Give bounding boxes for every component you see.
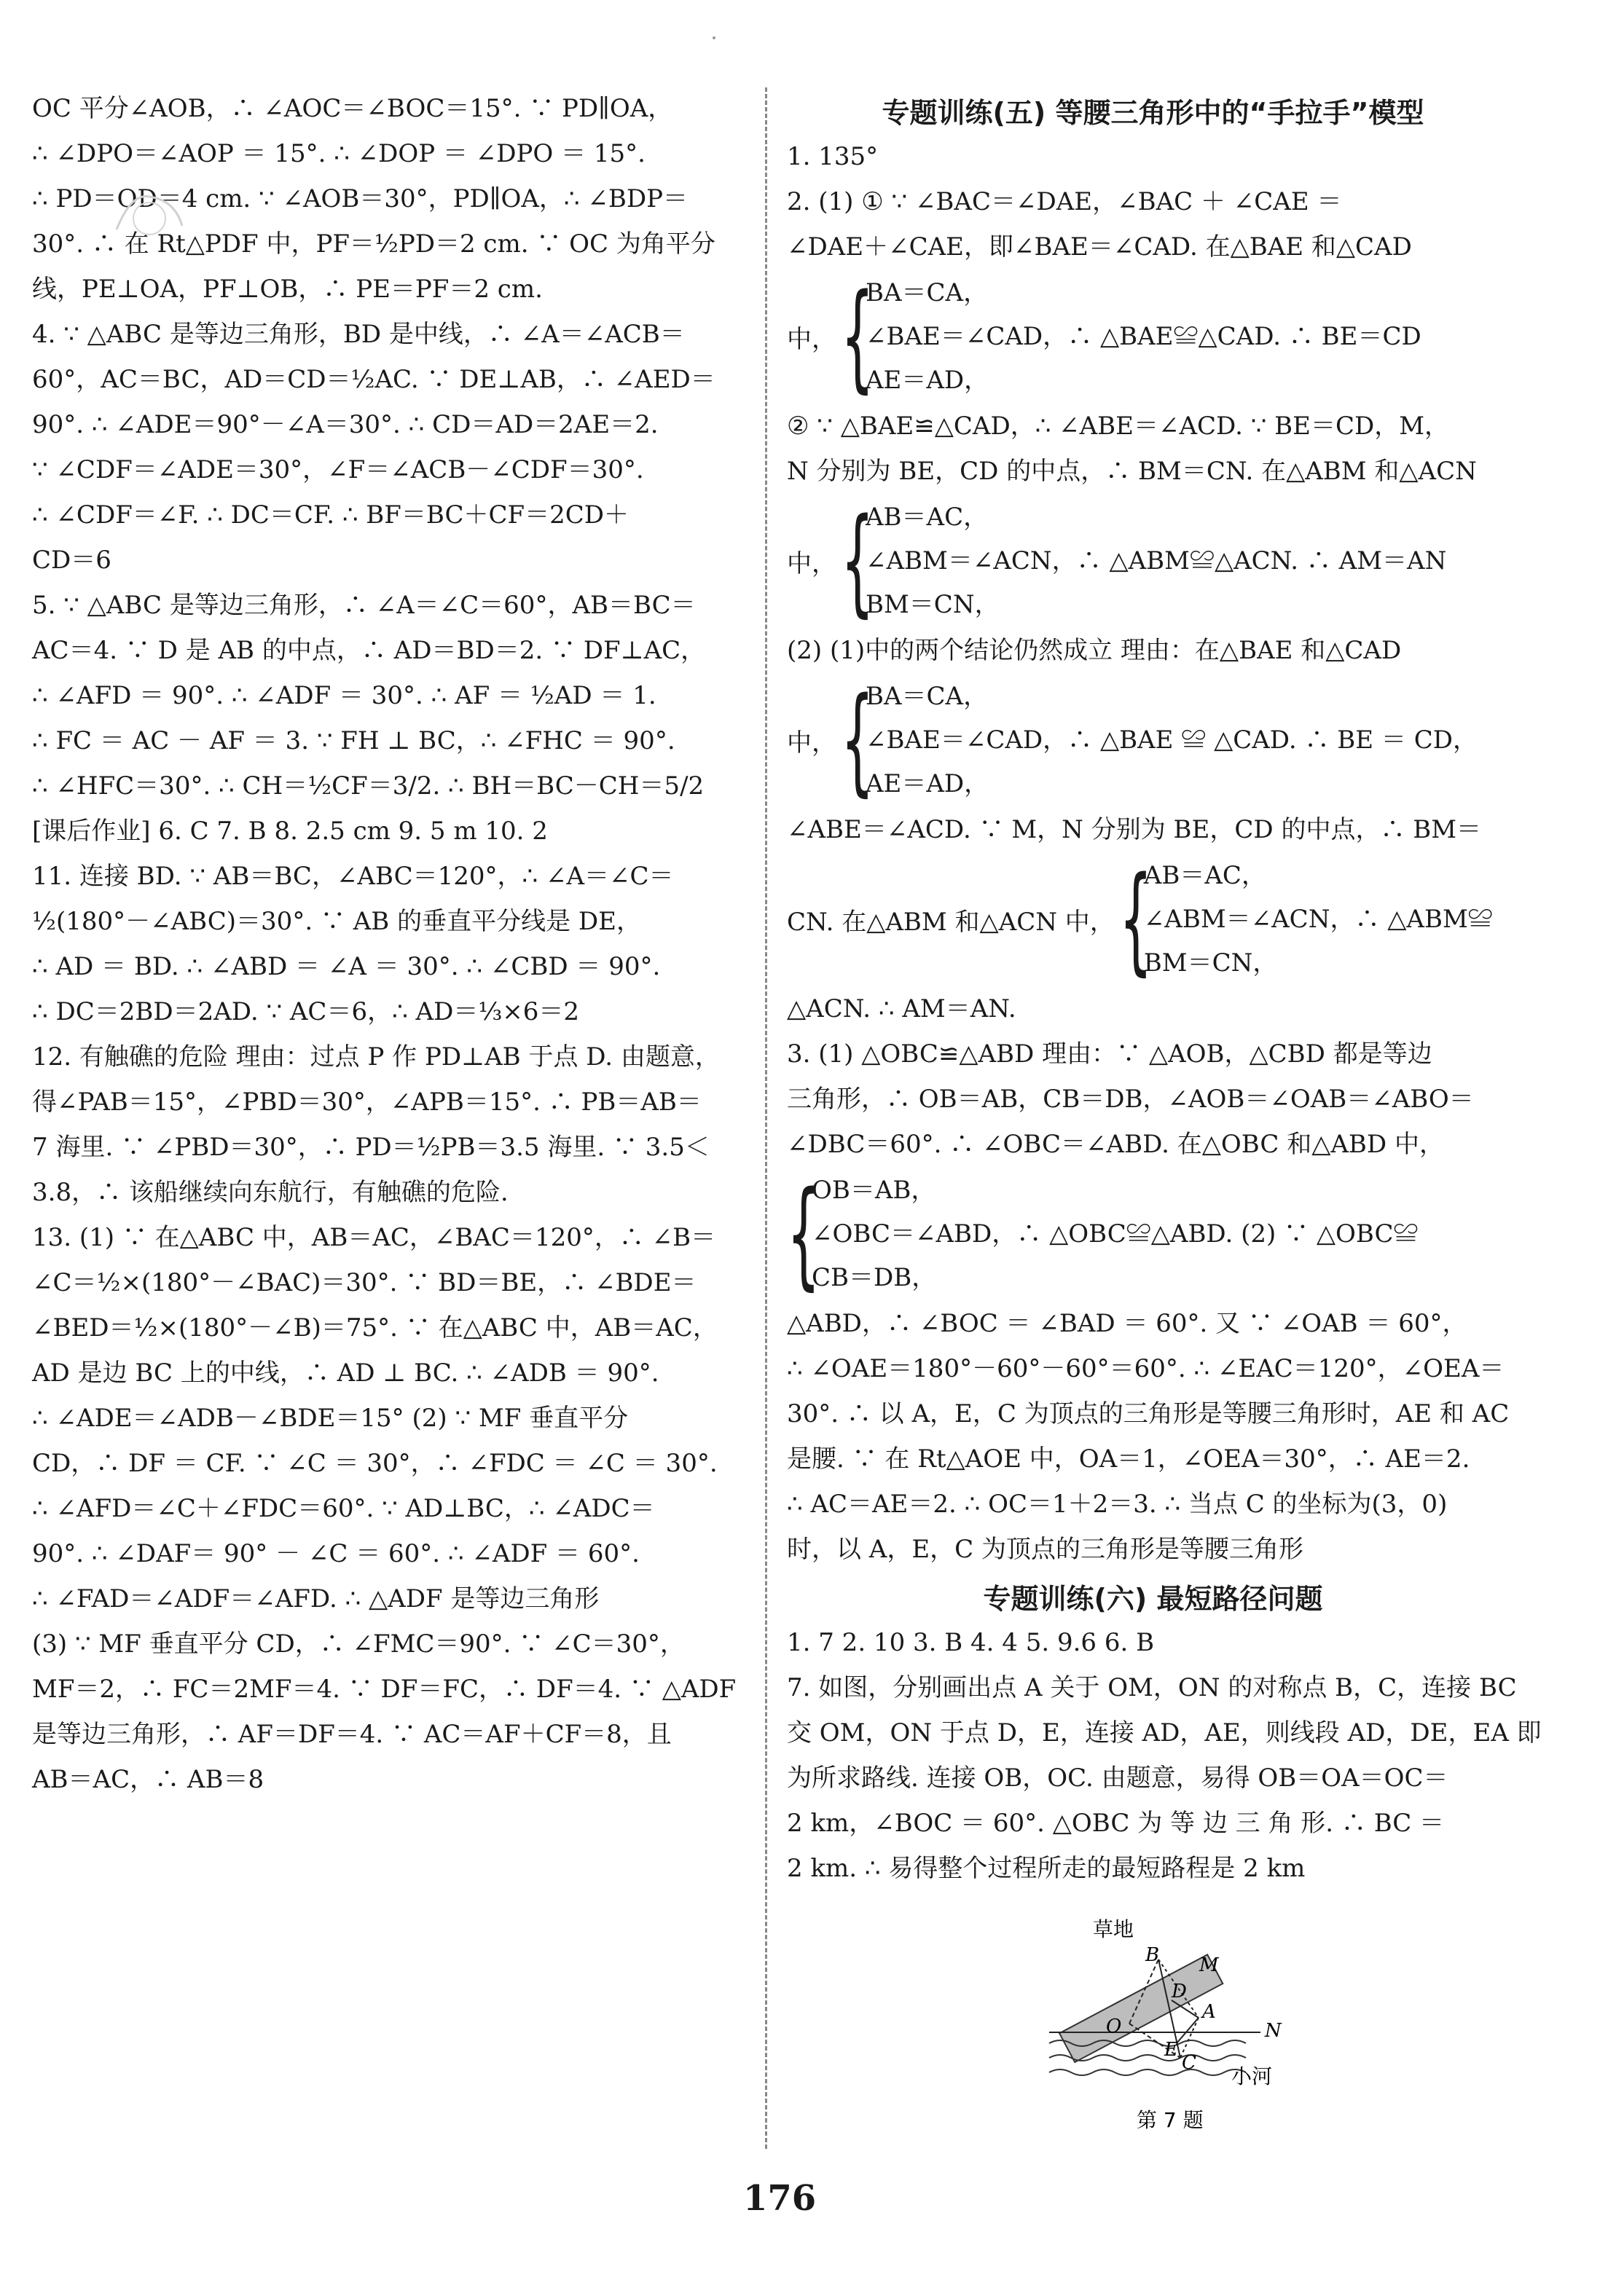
page-number: 176 — [743, 2178, 817, 2219]
brace-row: ∠ABM＝∠ACN，∴ △ABM≌△ACN. ∴ AM＝AN — [866, 546, 1447, 575]
section-heading-6: 专题训练(六) 最短路径问题 — [983, 1582, 1323, 1615]
answer-line: 90°. ∴ ∠DAF＝ 90° － ∠C ＝ 60°. ∴ ∠ADF ＝ 60°. — [32, 1539, 640, 1568]
watermark-stamp — [109, 186, 189, 244]
brace-lead: CN. 在△ABM 和△ACN 中， — [787, 907, 1115, 937]
answer-line: (2) (1)中的两个结论仍然成立 理由：在△BAE 和△CAD — [787, 636, 1402, 665]
brace-lead: 中， — [787, 549, 836, 578]
point-D: D — [1172, 1981, 1187, 2002]
point-N: N — [1265, 2020, 1282, 2042]
answer-line: ∴ ∠HFC＝30°. ∴ CH＝½CF＝3/2. ∴ BH＝BC－CH＝5/2 — [32, 771, 705, 801]
answer-line: [课后作业] 6. C 7. B 8. 2.5 cm 9. 5 m 10. 2 — [32, 817, 548, 846]
brace-icon: { — [1118, 851, 1153, 987]
answer-line: 3. (1) △OBC≌△ABD 理由：∵ △AOB，△CBD 都是等边 — [787, 1039, 1432, 1069]
answer-line: 90°. ∴ ∠ADE＝90°－∠A＝30°. ∴ CD＝AD＝2AE＝2. — [32, 410, 659, 439]
answer-line: 30°. ∴ 在 Rt△PDF 中，PF＝½PD＝2 cm. ∵ OC 为角平分 — [32, 229, 715, 259]
answer-line: 7 海里. ∵ ∠PBD＝30°，∴ PD＝½PB＝3.5 海里. ∵ 3.5＜ — [32, 1133, 710, 1162]
answer-line: AC＝4. ∵ D 是 AB 的中点，∴ AD＝BD＝2. ∵ DF⊥AC， — [32, 636, 706, 665]
answer-line: 交 OM，ON 于点 D，E，连接 AD，AE，则线段 AD，DE，EA 即 — [787, 1718, 1542, 1747]
brace-system-5 — [787, 1165, 1519, 1302]
brace-row: BM＝CN， — [866, 590, 1000, 619]
answer-line: ∴ AC＝AE＝2. ∴ OC＝1＋2＝3. ∴ 当点 C 的坐标为(3，0) — [787, 1490, 1448, 1519]
answer-line: ∴ ∠ADE＝∠ADB－∠BDE＝15° (2) ∵ MF 垂直平分 — [32, 1404, 629, 1433]
answer-line: 3.8，∴ 该船继续向东航行，有触礁的危险. — [32, 1178, 509, 1207]
column-divider — [765, 87, 767, 2149]
answer-line: ∠DAE＋∠CAE，即∠BAE＝∠CAD. 在△BAE 和△CAD — [787, 232, 1412, 262]
answer-line: 4. ∵ △ABC 是等边三角形，BD 是中线，∴ ∠A＝∠ACB＝ — [32, 320, 685, 349]
brace-row: ∠BAE＝∠CAD，∴ △BAE≌△CAD. ∴ BE＝CD — [866, 322, 1421, 351]
figure-question-7 — [1020, 1916, 1311, 2156]
brace-icon: { — [787, 1165, 820, 1302]
answer-line: ∴ ∠CDF＝∠F. ∴ DC＝CF. ∴ BF＝BC＋CF＝2CD＋ — [32, 500, 629, 530]
answer-line: ∴ ∠DPO＝∠AOP ＝ 15°. ∴ ∠DOP ＝ ∠DPO ＝ 15°. — [32, 139, 646, 168]
brace-row: AE＝AD， — [866, 366, 989, 395]
label-grass: 草地 — [1093, 1917, 1134, 1941]
answer-line: 线，PE⊥OA，PF⊥OB，∴ PE＝PF＝2 cm. — [32, 275, 543, 304]
answer-line: 1. 135° — [787, 142, 879, 171]
answer-line: 2 km. ∴ 易得整个过程所走的最短路程是 2 km — [787, 1854, 1306, 1883]
point-C: C — [1182, 2052, 1196, 2074]
top-dot — [713, 36, 715, 39]
right-column — [787, 86, 1542, 1891]
answer-line: 为所求路线. 连接 OB，OC. 由题意，易得 OB＝OA＝OC＝ — [787, 1764, 1448, 1793]
answer-line: 60°，AC＝BC，AD＝CD＝½AC. ∵ DE⊥AB，∴ ∠AED＝ — [32, 365, 715, 394]
brace-lead: 中， — [787, 324, 836, 354]
brace-icon: { — [841, 492, 874, 629]
answer-line: 1. 7 2. 10 3. B 4. 4 5. 9.6 6. B — [787, 1628, 1155, 1657]
answer-line: ∵ ∠CDF＝∠ADE＝30°，∠F＝∠ACB－∠CDF＝30°. — [32, 455, 644, 484]
answer-line: 5. ∵ △ABC 是等边三角形，∴ ∠A＝∠C＝60°，AB＝BC＝ — [32, 591, 696, 620]
brace-row: ∠ABM＝∠ACN，∴ △ABM≌ — [1143, 905, 1493, 934]
answer-line: 2. (1) ① ∵ ∠BAC＝∠DAE，∠BAC ＋ ∠CAE ＝ — [787, 187, 1342, 216]
answer-line: ∴ ∠AFD ＝ 90°. ∴ ∠ADF ＝ 30°. ∴ AF ＝ ½AD ＝ 1. — [32, 681, 656, 710]
answer-line: ∴ ∠OAE＝180°－60°－60°＝60°. ∴ ∠EAC＝120°，∠OEA＝ — [787, 1354, 1505, 1383]
answer-line: ∴ DC＝2BD＝2AD. ∵ AC＝6，∴ AD＝⅓×6＝2 — [32, 997, 580, 1026]
answer-line: 13. (1) ∵ 在△ABC 中，AB＝AC，∠BAC＝120°，∴ ∠B＝ — [32, 1223, 716, 1252]
answer-line: ∠C＝½×(180°－∠BAC)＝30°. ∵ BD＝BE，∴ ∠BDE＝ — [32, 1268, 697, 1297]
answer-line: CD，∴ DF ＝ CF. ∵ ∠C ＝ 30°，∴ ∠FDC ＝ ∠C ＝ 30°. — [32, 1449, 718, 1478]
answer-line: ∴ AD ＝ BD. ∴ ∠ABD ＝ ∠A ＝ 30°. ∴ ∠CBD ＝ 90°. — [32, 952, 661, 981]
answer-line: ∴ ∠FAD＝∠ADF＝∠AFD. ∴ △ADF 是等边三角形 — [32, 1584, 600, 1613]
brace-icon: { — [841, 672, 874, 808]
brace-row: AB＝AC， — [1143, 861, 1266, 890]
point-A: A — [1202, 2001, 1216, 2023]
answer-line: 12. 有触礁的危险 理由：过点 P 作 PD⊥AB 于点 D. 由题意， — [32, 1042, 720, 1072]
brace-icon: { — [841, 268, 874, 404]
answer-line: MF＝2，∴ FC＝2MF＝4. ∵ DF＝FC，∴ DF＝4. ∵ △ADF — [32, 1675, 737, 1704]
answer-line: AB＝AC，∴ AB＝8 — [32, 1765, 264, 1794]
brace-system-4 — [787, 851, 1519, 987]
answer-line: 11. 连接 BD. ∵ AB＝BC，∠ABC＝120°，∴ ∠A＝∠C＝ — [32, 862, 674, 891]
brace-row: ∠OBC＝∠ABD，∴ △OBC≌△ABD. (2) ∵ △OBC≌ — [812, 1219, 1419, 1249]
brace-row: BA＝CA， — [866, 278, 989, 307]
answer-line: OC 平分∠AOB，∴ ∠AOC＝∠BOC＝15°. ∵ PD∥OA， — [32, 94, 673, 123]
figure-caption: 第 7 题 — [1137, 2108, 1204, 2132]
answer-line: ∴ FC ＝ AC － AF ＝ 3. ∵ FH ⊥ BC，∴ ∠FHC ＝ 90°. — [32, 726, 675, 755]
point-E: E — [1164, 2039, 1178, 2061]
answer-line: ∠BED＝½×(180°－∠B)＝75°. ∵ 在△ABC 中，AB＝AC， — [32, 1313, 718, 1342]
answer-line: 30°. ∴ 以 A，E，C 为顶点的三角形是等腰三角形时，AE 和 AC — [787, 1399, 1510, 1428]
section-heading-5: 专题训练(五) 等腰三角形中的“手拉手”模型 — [882, 96, 1424, 129]
answer-line: 三角形，∴ OB＝AB，CB＝DB，∠AOB＝∠OAB＝∠ABO＝ — [787, 1085, 1474, 1114]
answer-line: (3) ∵ MF 垂直平分 CD，∴ ∠FMC＝90°. ∵ ∠C＝30°， — [32, 1629, 685, 1659]
brace-lead: 中， — [787, 728, 836, 758]
point-O: O — [1106, 2016, 1122, 2037]
brace-row: AB＝AC， — [866, 503, 989, 532]
answer-line: 7. 如图，分别画出点 A 关于 OM，ON 的对称点 B，C，连接 BC — [787, 1673, 1517, 1702]
left-column — [32, 86, 753, 1802]
answer-line: △ACN. ∴ AM＝AN. — [787, 994, 1016, 1023]
answer-line: 是腰. ∵ 在 Rt△AOE 中，OA＝1，∠OEA＝30°，∴ AE＝2. — [787, 1444, 1470, 1474]
answer-line: 时，以 A，E，C 为顶点的三角形是等腰三角形 — [787, 1535, 1304, 1564]
point-M: M — [1199, 1954, 1219, 1976]
brace-row: OB＝AB， — [812, 1176, 936, 1205]
answer-line: ② ∵ △BAE≌△CAD，∴ ∠ABE＝∠ACD. ∵ BE＝CD，M， — [787, 412, 1450, 441]
answer-line: △ABD，∴ ∠BOC ＝ ∠BAD ＝ 60°. 又 ∵ ∠OAB ＝ 60°， — [787, 1309, 1467, 1338]
brace-system-2 — [787, 492, 1519, 629]
answer-line: ∴ PD＝OD＝4 cm. ∵ ∠AOB＝30°，PD∥OA，∴ ∠BDP＝ — [32, 184, 688, 213]
answer-line: 得∠PAB＝15°，∠PBD＝30°，∠APB＝15°. ∴ PB＝AB＝ — [32, 1088, 702, 1117]
brace-row: BM＝CN， — [1143, 948, 1278, 978]
answer-line: CD＝6 — [32, 546, 111, 575]
answer-line: ∠DBC＝60°. ∴ ∠OBC＝∠ABD. 在△OBC 和△ABD 中， — [787, 1130, 1444, 1159]
answer-line: ∠ABE＝∠ACD. ∵ M，N 分别为 BE，CD 的中点，∴ BM＝ — [787, 815, 1482, 844]
answer-line: 是等边三角形，∴ AF＝DF＝4. ∵ AC＝AF＋CF＝8，且 — [32, 1720, 672, 1749]
brace-row: CB＝DB， — [812, 1263, 937, 1292]
brace-row: ∠BAE＝∠CAD，∴ △BAE ≌ △CAD. ∴ BE ＝ CD， — [866, 726, 1478, 755]
brace-row: BA＝CA， — [866, 682, 989, 711]
brace-row: AE＝AD， — [866, 769, 989, 798]
label-river: 小河 — [1231, 2064, 1273, 2088]
brace-system-1 — [787, 268, 1519, 404]
answer-line: ∴ ∠AFD＝∠C＋∠FDC＝60°. ∵ AD⊥BC，∴ ∠ADC＝ — [32, 1494, 655, 1523]
answer-line: AD 是边 BC 上的中线，∴ AD ⊥ BC. ∴ ∠ADB ＝ 90°. — [32, 1359, 659, 1388]
answer-line: N 分别为 BE，CD 的中点，∴ BM＝CN. 在△ABM 和△ACN — [787, 457, 1477, 486]
answer-line: ½(180°－∠ABC)＝30°. ∵ AB 的垂直平分线是 DE， — [32, 907, 641, 936]
answer-line: 2 km，∠BOC ＝ 60°. △OBC 为 等 边 三 角 形. ∴ BC ＝ — [787, 1809, 1445, 1838]
point-B: B — [1145, 1944, 1160, 1966]
brace-system-3 — [787, 672, 1519, 808]
